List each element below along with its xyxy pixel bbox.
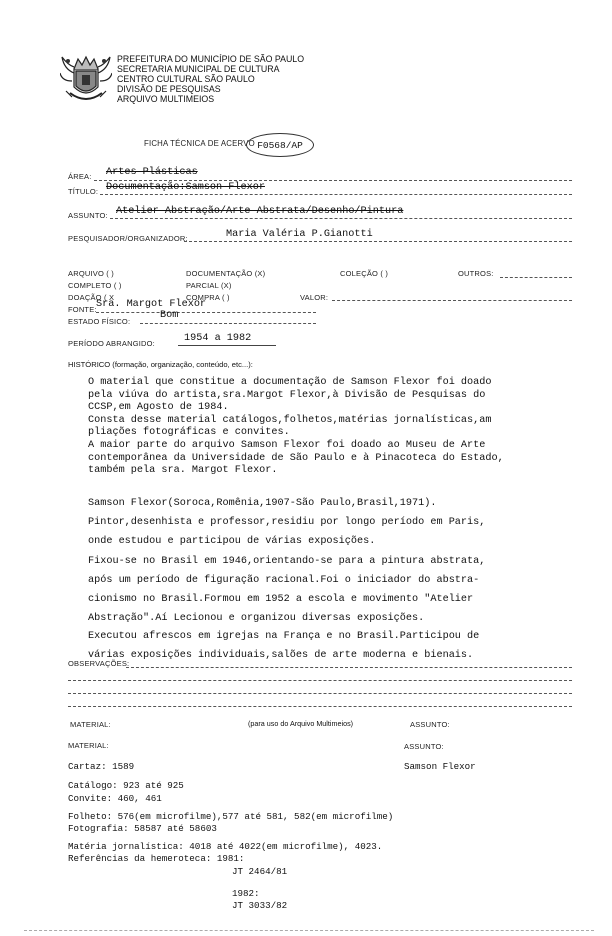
assunto-line	[110, 218, 572, 219]
fonte-line	[96, 312, 316, 313]
periodo-value: 1954 a 1982	[184, 333, 252, 344]
footer-multimeios-note: (para uso do Arquivo Multimeios)	[248, 719, 354, 728]
bio-line-3: onde estudou e participou de várias exposições.	[88, 536, 376, 547]
bottom-edge-line	[24, 930, 594, 931]
footer-item-convite: Convite: 460, 461	[68, 793, 162, 804]
pesquisador-label: PESQUISADOR/ORGANIZADOR:	[68, 234, 188, 243]
observacoes-line-1	[126, 667, 572, 668]
pesquisador-line	[184, 241, 572, 242]
header-line-3: CENTRO CULTURAL SÃO PAULO	[117, 74, 255, 84]
historico-paragraph: O material que constitue a documentação de Samson Flexor foi doado pela viúva do artista,sra.Margot Flexor,à Divisão de Pesquisas do CCSP,em Agosto de 1984. Consta desse material catálogos,folhetos,matérias jornalísticas,am pliações fotográficas e convites. A maior parte do arquivo Samson Flexor foi doado ao Museu de Arte contemporânea da Universidade de São Paulo e à Pinacoteca do Estado, também pela sra. Margot Flexor.	[88, 377, 504, 477]
form-code-stamp: F0568/AP	[246, 133, 314, 157]
observacoes-line-2	[68, 680, 572, 681]
observacoes-label: OBSERVAÇÕES:	[68, 659, 130, 668]
area-label: ÁREA:	[68, 172, 92, 181]
doacao-label: DOAÇÃO ( X	[68, 293, 115, 302]
header-line-4: DIVISÃO DE PESQUISAS	[117, 84, 221, 94]
compra-label: COMPRA ( )	[186, 293, 230, 302]
titulo-line	[100, 194, 572, 195]
header-line-1: PREFEITURA DO MUNICÍPIO DE SÃO PAULO	[117, 54, 305, 64]
historico-label: HISTÓRICO (formação, organização, conteúdo, etc...):	[68, 360, 253, 369]
estado-value: Bom	[160, 310, 179, 321]
periodo-line	[178, 345, 276, 346]
titulo-value: Documentação:Samson Flexor	[106, 182, 265, 193]
footer-item-1982: 1982:	[232, 888, 260, 899]
bio-line-6: cionismo no Brasil.Formou em 1952 a escola e movimento "Atelier	[88, 594, 474, 605]
pesquisador-value: Maria Valéria P.Gianotti	[226, 229, 373, 240]
header-line-2: SECRETARIA MUNICIPAL DE CULTURA	[117, 64, 280, 74]
footer-assunto-label-2: ASSUNTO:	[404, 742, 444, 751]
valor-line	[332, 300, 572, 301]
bio-line-4: Fixou-se no Brasil em 1946,orientando-se para a pintura abstrata,	[88, 556, 486, 567]
area-value: Artes Plásticas	[106, 167, 198, 178]
footer-material-label-2: MATERIAL:	[68, 741, 109, 750]
estado-label: ESTADO FÍSICO:	[68, 317, 131, 326]
assunto-label: ASSUNTO:	[68, 211, 108, 220]
footer-item-fotografia: Fotografia: 58587 até 58603	[68, 823, 217, 834]
bio-line-1: Samson Flexor(Soroca,Romênia,1907-São Paulo,Brasil,1971).	[88, 498, 437, 509]
coat-of-arms-icon	[60, 47, 112, 107]
parcial-label: PARCIAL (X)	[186, 281, 232, 290]
footer-item-cartaz: Cartaz: 1589	[68, 761, 135, 772]
assunto-value: Atelier Abstração/Arte Abstrata/Desenho/Pintura	[116, 206, 404, 217]
colecao-label: COLEÇÃO ( )	[340, 269, 389, 278]
arquivo-label: ARQUIVO ( )	[68, 269, 114, 278]
bio-line-5: após um período de figuração racional.Foi o iniciador do abstra-	[88, 575, 480, 586]
footer-item-folheto: Folheto: 576(em microfilme),577 até 581, 582(em microfilme)	[68, 811, 394, 822]
footer-item-jt-1982: JT 3033/82	[232, 900, 288, 911]
fonte-value: Sra. Margot Flexor	[96, 299, 207, 310]
observacoes-line-4	[68, 706, 572, 707]
bio-line-7: Abstração".Aí Lecionou e organizou diversas exposições.	[88, 613, 425, 624]
footer-material-label-1: MATERIAL:	[70, 720, 111, 729]
periodo-label: PERÍODO ABRANGIDO:	[68, 339, 155, 348]
footer-assunto-label-1: ASSUNTO:	[410, 720, 450, 729]
area-line	[94, 180, 572, 181]
completo-label: COMPLETO ( )	[68, 281, 122, 290]
bio-line-9: várias exposições individuais,salões de arte moderna e bienais.	[88, 650, 474, 661]
header-line-5: ARQUIVO MULTIMEIOS	[117, 94, 215, 104]
footer-assunto-value: Samson Flexor	[404, 761, 476, 772]
footer-item-materia: Matéria jornalística: 4018 até 4022(em microfilme), 4023.	[68, 841, 383, 852]
titulo-label: TÍTULO:	[68, 187, 99, 196]
observacoes-line-3	[68, 693, 572, 694]
form-title: FICHA TÉCNICA DE ACERVO	[144, 139, 255, 148]
documentacao-label: DOCUMENTAÇÃO (X)	[186, 269, 266, 278]
footer-item-referencias: Referências da hemeroteca: 1981:	[68, 853, 245, 864]
footer-item-catalogo: Catálogo: 923 até 925	[68, 780, 184, 791]
outros-line	[500, 277, 572, 278]
bio-line-2: Pintor,desenhista e professor,residiu por longo período em Paris,	[88, 517, 486, 528]
fonte-label: FONTE:	[68, 305, 97, 314]
estado-line	[140, 323, 316, 324]
bio-line-8: Executou afrescos em igrejas na França e no Brasil.Participou de	[88, 631, 480, 642]
valor-label: VALOR:	[300, 293, 329, 302]
footer-item-jt-1981: JT 2464/81	[232, 866, 288, 877]
outros-label: OUTROS:	[458, 269, 494, 278]
